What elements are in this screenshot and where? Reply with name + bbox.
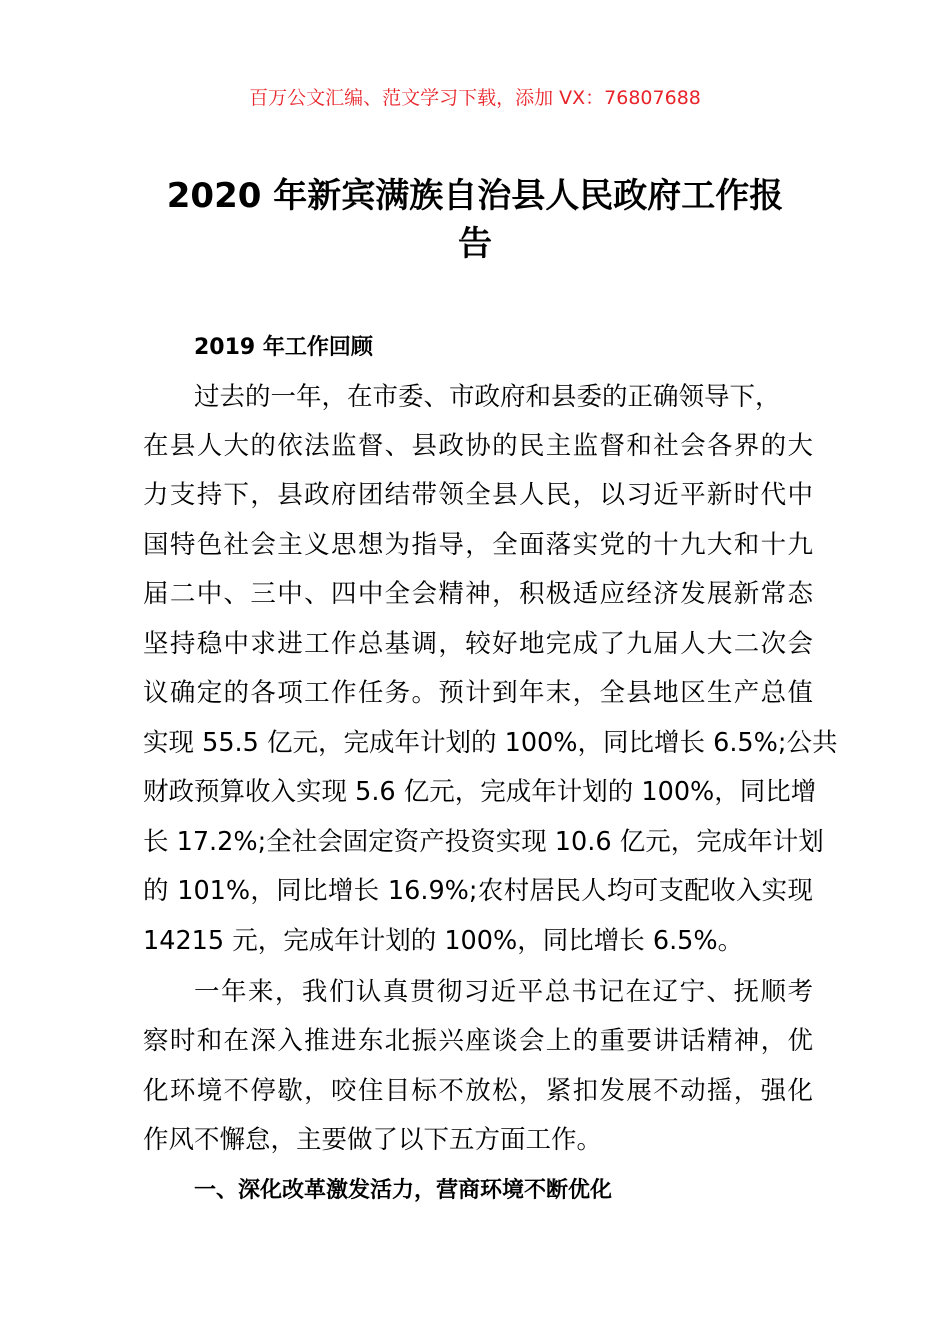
document-title	[140, 172, 810, 268]
title-line-2: 告	[458, 224, 492, 264]
paragraph-2-line: 作风不懈怠，主要做了以下五方面工作。	[143, 1125, 603, 1155]
paragraph-1-line: 坚持稳中求进工作总基调，较好地完成了九届人大二次会	[143, 629, 813, 659]
paragraph-1-line: 的 101%，同比增长 16.9%;农村居民人均可支配收入实现	[143, 876, 813, 906]
paragraph-1-line: 届二中、三中、四中全会精神，积极适应经济发展新常态	[143, 579, 813, 609]
section-heading: 2019 年工作回顾	[194, 335, 373, 360]
paragraph-2-line: 察时和在深入推进东北振兴座谈会上的重要讲话精神，优	[143, 1026, 813, 1056]
paragraph-1-line: 议确定的各项工作任务。预计到年末，全县地区生产总值	[143, 678, 813, 708]
paragraph-1-line: 长 17.2%;全社会固定资产投资实现 10.6 亿元，完成年计划	[143, 827, 824, 857]
subheading: 一、深化改革激发活力，营商环境不断优化	[194, 1178, 613, 1203]
paragraph-1-line: 力支持下，县政府团结带领全县人民，以习近平新时代中	[143, 480, 813, 510]
paragraph-1-line: 国特色社会主义思想为指导，全面落实党的十九大和十九	[143, 530, 813, 560]
paragraph-1-line: 财政预算收入实现 5.6 亿元，完成年计划的 100%，同比增	[143, 777, 817, 807]
paragraph-1-line: 过去的一年，在市委、市政府和县委的正确领导下，	[194, 382, 781, 412]
watermark-banner: 百万公文汇编、范文学习下载，添加 VX：76807688	[249, 87, 701, 109]
paragraph-1-line: 在县人大的依法监督、县政协的民主监督和社会各界的大	[143, 431, 813, 461]
paragraph-1-line: 实现 55.5 亿元，完成年计划的 100%，同比增长 6.5%;公共	[143, 728, 838, 758]
paragraph-2-line: 化环境不停歇，咬住目标不放松，紧扣发展不动摇，强化	[143, 1076, 813, 1106]
title-line-1: 2020 年新宾满族自治县人民政府工作报	[166, 176, 784, 216]
paragraph-1-line: 14215 元，完成年计划的 100%，同比增长 6.5%。	[143, 926, 744, 956]
paragraph-2-line: 一年来，我们认真贯彻习近平总书记在辽宁、抚顺考	[194, 977, 813, 1007]
